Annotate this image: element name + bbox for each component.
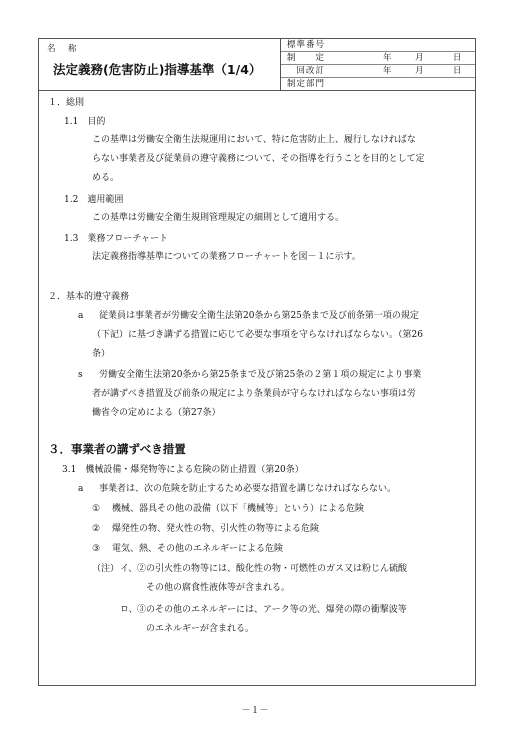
paragraph-line: める。 xyxy=(92,173,120,183)
metadata-row-revision xyxy=(281,65,475,78)
day-label: 日 xyxy=(453,53,462,63)
paragraph-line: らない事業者及び従業員の遵守義務について、その指導を行うことを目的として定 xyxy=(92,154,425,164)
year-label: 年 xyxy=(383,53,392,63)
paragraph-line: 労働安全衛生法第20条から第25条まで及び第25条の２第１項の規定により事業 xyxy=(99,370,422,380)
list-marker: ③ xyxy=(92,544,101,554)
list-marker: ② xyxy=(92,524,101,534)
section-1-2-label: 1.2 適用範囲 xyxy=(64,195,124,205)
list-marker: a xyxy=(78,311,84,321)
paragraph-line: 者が講ずべき措置及び前条の規定により条業員が守らなければならない事項は労 xyxy=(92,389,416,399)
day-label: 日 xyxy=(453,66,462,76)
list-marker: s xyxy=(78,370,83,380)
section-1-heading: １．総則 xyxy=(48,98,85,108)
list-marker: イ、 xyxy=(120,564,138,574)
section-1-1-label: 1.1 目的 xyxy=(64,117,106,127)
list-marker: ロ、 xyxy=(120,605,138,615)
section-3-1-label: 3.1 機械設備・爆発物等による危険の防止措置（第20条） xyxy=(62,465,304,475)
list-item: 爆発性の物、発火性の物、引火性の物等による危険 xyxy=(112,524,320,534)
name-label: 名 称 xyxy=(47,44,79,54)
metadata-label: 制定部門 xyxy=(287,79,326,89)
paragraph-line: のエネルギーが含まれる。 xyxy=(146,624,255,634)
paragraph-line: ③のその他のエネルギーには、アーク等の光、爆発の際の衝撃波等 xyxy=(137,605,407,615)
metadata-label: 回改訂 xyxy=(287,66,326,76)
section-3-heading: ３．事業者の講ずべき措置 xyxy=(48,442,186,456)
metadata-label: 標準番号 xyxy=(287,40,326,50)
metadata-label: 制 定 xyxy=(287,53,326,63)
list-marker: a xyxy=(78,484,84,494)
metadata-table xyxy=(281,39,475,91)
document-title: 法定義務(危害防止)指導基準（1/4） xyxy=(53,62,262,77)
paragraph-line: その他の腐食性液体等が含まれる。 xyxy=(146,583,291,593)
month-label: 月 xyxy=(415,53,424,63)
paragraph-line: この基準は労働安全衛生法規運用において、特に危害防止上、履行しなければな xyxy=(92,135,416,145)
paragraph-line: ②の引火性の物等には、酸化性の物・可燃性のガス又は粉じん硫酸 xyxy=(137,564,408,574)
metadata-row-standard-number xyxy=(281,39,475,52)
list-item: 機械、器具その他の設備（以下「機械等」という）による危険 xyxy=(112,504,365,514)
list-item: 電気、熱、その他のエネルギーによる危険 xyxy=(112,544,284,554)
paragraph-line: この基準は労働安全衛生規則管理規定の細則として適用する。 xyxy=(92,213,345,223)
paragraph-line: 事業者は、次の危険を防止するため必要な措置を講じなければならない。 xyxy=(99,484,397,494)
month-label: 月 xyxy=(415,66,424,76)
title-block xyxy=(39,39,281,91)
paragraph-line: （下記）に基づき講ずる措置に応じて必要な事項を守らなければならない。（第26 xyxy=(92,330,423,340)
metadata-row-established xyxy=(281,52,475,65)
metadata-row-department xyxy=(281,78,475,91)
note-label: （注） xyxy=(92,564,120,574)
paragraph-line: 条） xyxy=(92,349,111,359)
section-1-3-label: 1.3 業務フローチャート xyxy=(64,234,169,244)
paragraph-line: 働省令の定めによる（第27条） xyxy=(92,408,221,418)
section-2-heading: ２．基本的遵守義務 xyxy=(48,292,130,302)
paragraph-line: 法定義務指導基準についての業務フローチャートを図－１に示す。 xyxy=(92,252,361,262)
list-marker: ① xyxy=(92,504,101,514)
page-number: －１－ xyxy=(241,706,269,716)
year-label: 年 xyxy=(383,66,392,76)
document-header xyxy=(39,39,475,91)
paragraph-line: 従業員は事業者が労働安全衛生法第20条から第25条まで及び前条第一項の規定 xyxy=(99,311,419,321)
